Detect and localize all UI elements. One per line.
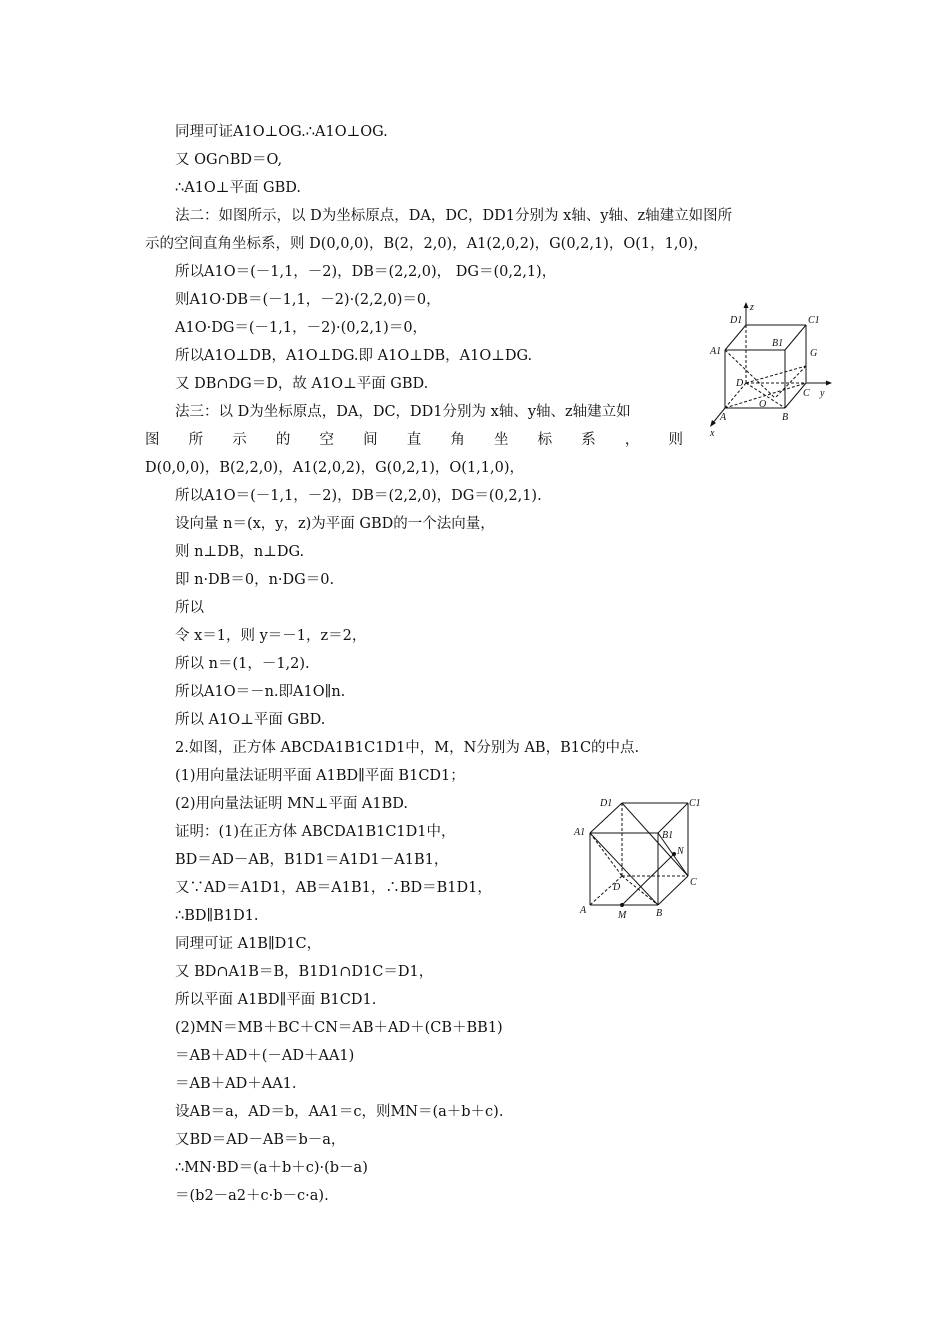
spread-word: 直 bbox=[406, 432, 422, 448]
text-line: BD＝AD－AB，B1D1＝A1D1－A1B1， bbox=[175, 852, 449, 868]
point-M-icon bbox=[620, 903, 624, 907]
text-line: ∴BD∥B1D1. bbox=[175, 908, 259, 924]
text-line: 又BD＝AD－AB＝b－a， bbox=[175, 1132, 346, 1148]
spread-word: ， bbox=[624, 432, 640, 448]
label-M: M bbox=[618, 910, 627, 921]
text-line: 又 DB∩DG＝D，故 A1O⊥平面 GBD. bbox=[175, 376, 429, 392]
text-line: (2)用向量法证明 MN⊥平面 A1BD. bbox=[175, 796, 408, 812]
text-line: 所以 n＝(1，－1,2). bbox=[175, 656, 310, 672]
label-C: C bbox=[803, 388, 810, 399]
text-line: ＝AB＋AD＋AA1. bbox=[175, 1076, 297, 1092]
text-line: 所以A1O＝(－1,1，－2)，DB＝(2,2,0)，DG＝(0,2,1). bbox=[175, 488, 542, 504]
label-N: N bbox=[677, 846, 684, 857]
text-line: 证明：(1)在正方体 ABCDA1B1C1D1中， bbox=[175, 824, 456, 840]
text-line: 设AB＝a，AD＝b，AA1＝c，则MN＝(a＋b＋c). bbox=[175, 1104, 504, 1120]
text-line: 同理可证A1O⊥OG.∴A1O⊥OG. bbox=[175, 124, 388, 140]
spread-word: 角 bbox=[450, 432, 465, 448]
text-line: ∴MN·BD＝(a＋b＋c)·(b－a) bbox=[175, 1160, 368, 1176]
text-line: 示的空间直角坐标系，则 D(0,0,0)，B(2，2,0)，A1(2,0,2)，G(0,2,1)，O(1，1,0)， bbox=[145, 236, 708, 252]
label-C1: C1 bbox=[689, 798, 701, 809]
label-x: x bbox=[710, 428, 715, 439]
label-O: O bbox=[759, 399, 767, 410]
spread-word: 则 bbox=[668, 432, 683, 448]
spread-word: 示 bbox=[232, 432, 247, 448]
text-line: 所以 bbox=[175, 600, 204, 616]
text-line: 法二：如图所示，以 D为坐标原点，DA，DC，DD1分别为 x轴、y轴、z轴建立如图所 bbox=[175, 208, 733, 224]
text-line: 所以A1O⊥DB，A1O⊥DG.即 A1O⊥DB，A1O⊥DG. bbox=[175, 348, 533, 364]
z-axis-arrow-icon bbox=[744, 302, 749, 308]
text-line: 2.如图，正方体 ABCDA1B1C1D1中，M，N分别为 AB，B1C的中点. bbox=[175, 740, 640, 756]
label-B: B bbox=[782, 412, 789, 423]
label-B: B bbox=[656, 908, 663, 919]
text-line: 又∵AD＝A1D1，AB＝A1B1，∴BD＝B1D1， bbox=[175, 880, 492, 896]
label-A: A bbox=[720, 412, 727, 423]
text-line: (1)用向量法证明平面 A1BD∥平面 B1CD1； bbox=[175, 768, 465, 784]
label-D: D bbox=[736, 378, 744, 389]
label-D1: D1 bbox=[600, 798, 613, 809]
spread-word: 图 bbox=[145, 432, 160, 448]
text-line: 所以 A1O⊥平面 GBD. bbox=[175, 712, 326, 728]
text-line: 所以平面 A1BD∥平面 B1CD1. bbox=[175, 992, 377, 1008]
text-line: 即 n·DB＝0，n·DG＝0. bbox=[175, 572, 335, 588]
y-axis-arrow-icon bbox=[826, 381, 832, 386]
text-line: ∴A1O⊥平面 GBD. bbox=[175, 180, 302, 196]
spread-word: 标 bbox=[537, 432, 553, 448]
cube-coordinate-figure bbox=[700, 298, 840, 440]
label-A: A bbox=[580, 905, 587, 916]
spread-word: 空 bbox=[319, 432, 334, 448]
label-B1: B1 bbox=[662, 830, 674, 841]
cube-figure bbox=[570, 792, 705, 922]
text-line: 则 n⊥DB，n⊥DG. bbox=[175, 544, 305, 560]
spread-word: 所 bbox=[188, 432, 204, 448]
text-line: 法三：以 D为坐标原点，DA，DC，DD1分别为 x轴、y轴、z轴建立如 bbox=[175, 404, 631, 420]
text-line: 则A1O·DB＝(－1,1，－2)·(2,2,0)＝0， bbox=[175, 292, 441, 308]
label-D1: D1 bbox=[730, 315, 743, 326]
text-line: (2)MN＝MB＋BC＋CN＝AB＋AD＋(CB＋BB1) bbox=[175, 1020, 503, 1036]
label-z: z bbox=[750, 302, 754, 313]
text-line: 所以A1O＝－n.即A1O∥n. bbox=[175, 684, 346, 700]
label-A1: A1 bbox=[710, 346, 722, 357]
point-N-icon bbox=[672, 852, 676, 856]
spread-word: 间 bbox=[363, 432, 378, 448]
x-axis-arrow-icon bbox=[710, 420, 716, 427]
spread-word: 系 bbox=[581, 432, 596, 448]
text-line: ＝(b2－a2＋c·b－c·a). bbox=[175, 1188, 329, 1204]
label-C: C bbox=[690, 877, 697, 888]
text-line: ＝AB＋AD＋(－AD＋AA1) bbox=[175, 1048, 355, 1064]
label-D: D bbox=[613, 882, 621, 893]
label-G: G bbox=[810, 348, 818, 359]
text-line: 令 x＝1，则 y＝－1，z＝2， bbox=[175, 628, 367, 644]
label-B1: B1 bbox=[772, 338, 784, 349]
spread-text-line bbox=[145, 430, 683, 450]
text-line: A1O·DG＝(－1,1，－2)·(0,2,1)＝0， bbox=[175, 320, 428, 336]
text-line: D(0,0,0)，B(2,2,0)，A1(2,0,2)，G(0,2,1)，O(1,1,0)， bbox=[145, 460, 524, 476]
text-line: 又 BD∩A1B＝B，B1D1∩D1C＝D1， bbox=[175, 964, 434, 980]
text-line: 又 OG∩BD＝O, bbox=[175, 152, 283, 168]
spread-word: 坐 bbox=[494, 432, 509, 448]
text-line: 同理可证 A1B∥D1C， bbox=[175, 936, 322, 952]
label-C1: C1 bbox=[808, 315, 820, 326]
text-line: 所以A1O＝(－1,1，－2)，DB＝(2,2,0)， DG＝(0,2,1)， bbox=[175, 264, 557, 280]
text-line: 设向量 n＝(x，y，z)为平面 GBD的一个法向量， bbox=[175, 516, 495, 532]
label-y: y bbox=[820, 388, 825, 399]
spread-word: 的 bbox=[275, 432, 291, 448]
label-A1: A1 bbox=[574, 827, 586, 838]
